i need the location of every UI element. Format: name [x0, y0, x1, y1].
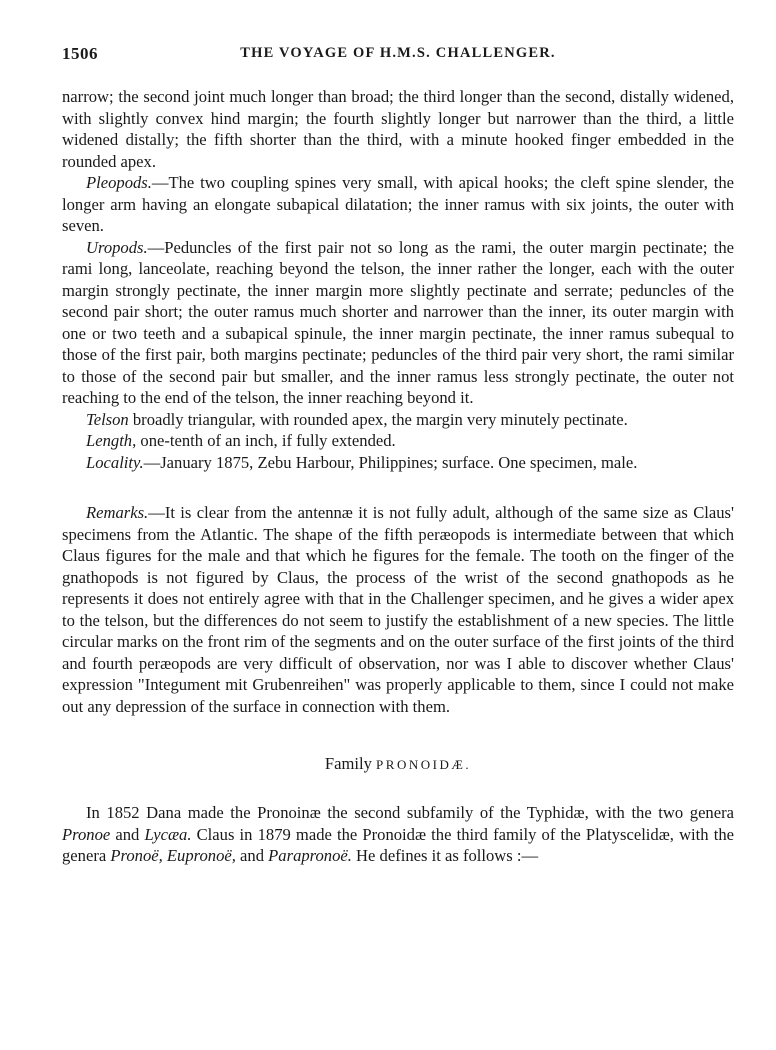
paragraph-text: —Peduncles of the first pair not so long as the rami, the outer margin pectinate; the rami long, lanceolate, reaching beyond the telson, the inner rather the longer, each with the outer margin strongly pectinate, the inner margin more slightly pectinate and serrate; peduncles of the second pair short; the outer ramus much shorter and narrower than the inner, its outer margin with one or two teeth and a subapical spinule, the inner margin pectinate, the inner ramus subequal to those of the first pair, both margins pectinate; peduncles of the third pair very short, the rami similar to those of the second pair but smaller, and the inner ramus less strongly pectinate, the outer not reaching to the end of the telson, the inner reaching beyond it.	[62, 237, 734, 407]
paragraph-locality	[62, 452, 734, 474]
paragraph-text: —It is clear from the antennæ it is not fully adult, although of the same size as Claus' specimens from the Atlantic. The shape of the fifth peræopods is intermediate between that which Claus figures for the male and that which he figures for the female. The tooth on the finger of the gnathopods is not figured by Claus, the process of the wrist of the second gnathopods as he represents it does not entirely agree with that in the Challenger specimen, and he gives a wider apex to the telson, but the differences do not seem to justify the establishment of a new species. The little circular marks on the front rim of the segments and on the outer surface of the first joints of the third and fourth peræopods are very difficult of observation, nor was I able to discover whether Claus' expression "Integument mit Grubenreihen" was properly applicable to them, since I could not make out any depression of the surface in connection with them.	[62, 503, 734, 716]
paragraph-continuation	[62, 86, 734, 172]
paragraph-uropods	[62, 237, 734, 409]
paragraph-text: In 1852 Dana made the Pronoinæ the second subfamily of the Typhidæ, with the two genera	[86, 803, 734, 822]
paragraph-remarks	[62, 502, 734, 717]
genus-name: Eupronoë,	[166, 846, 236, 865]
paragraph-lead: Locality.	[86, 452, 144, 472]
paragraph-telson	[62, 409, 734, 431]
genus-name: Parapronoë.	[268, 846, 352, 865]
genus-name: Pronoe	[62, 824, 111, 844]
paragraph-lead: Pleopods.	[86, 173, 152, 192]
paragraph-lead: Remarks.	[86, 503, 149, 522]
paragraph-text: He defines it as follows :—	[351, 846, 539, 865]
page-number: 1506	[62, 44, 98, 63]
running-title: THE VOYAGE OF H.M.S. CHALLENGER.	[240, 45, 556, 61]
paragraph-text: narrow; the second joint much longer than broad; the third longer than the second, distally widened, with slightly convex hind margin; the fourth slightly longer but narrower than the third, a little widened distally; the fifth shorter than the third, with a minute hooked finger embedded in the rounded apex.	[62, 87, 734, 171]
paragraph-text: one-tenth of an inch, if fully extended.	[136, 431, 396, 450]
paragraph-lead: Length,	[86, 431, 137, 450]
spacer	[62, 473, 734, 502]
paragraph-text: broadly triangular, with rounded apex, the margin very minutely pectinate.	[128, 409, 628, 429]
page-header	[62, 44, 734, 70]
paragraph-pleopods	[62, 172, 734, 237]
paragraph-lead: Telson	[86, 409, 129, 429]
paragraph-length	[62, 430, 734, 452]
paragraph-text: —January 1875, Zebu Harbour, Philippines; surface. One specimen, male.	[143, 452, 638, 472]
paragraph-text: —The two coupling spines very small, with apical hooks; the cleft spine slender, the longer arm having an elongate subapical dilatation; the inner ramus with six joints, the outer with seven.	[62, 173, 734, 235]
paragraph-text: Claus in 1879 made the Pronoidæ the third family of the Platyscelidæ, with the genera	[62, 824, 734, 865]
genus-name: Pronoë,	[110, 846, 163, 865]
genus-name: Lycæa.	[144, 824, 192, 844]
paragraph-text: and	[110, 824, 145, 844]
paragraph-text: and	[235, 846, 269, 865]
section-heading-name: PRONOIDÆ.	[376, 757, 472, 772]
section-heading-word: Family	[324, 754, 372, 773]
section-heading	[62, 754, 734, 774]
paragraph-pronoidae	[62, 802, 734, 867]
paragraph-lead: Uropods.	[86, 237, 148, 257]
page-body	[62, 86, 734, 867]
